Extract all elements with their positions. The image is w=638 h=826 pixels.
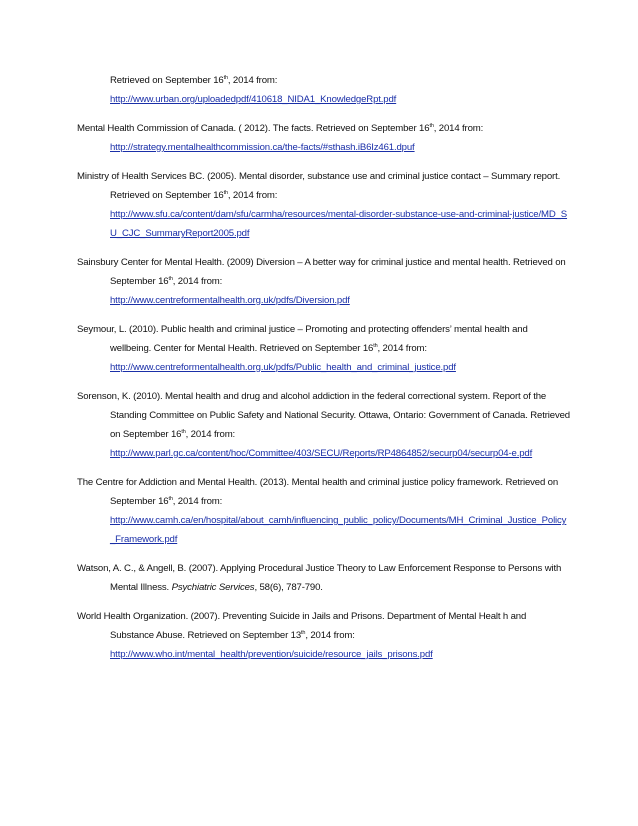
reference-link[interactable]: http://strategy.mentalhealthcommission.ca/the-facts/#sthash.iB6Iz461.dpuf bbox=[110, 142, 415, 153]
reference-text: World Health Organization. (2007). Preventing Suicide in Jails and Prisons. Department of Mental Healt h and Substance Abuse. Retrieved on September 13 bbox=[77, 611, 527, 641]
reference-link[interactable]: http://www.centreformentalhealth.org.uk/pdfs/Diversion.pdf bbox=[110, 295, 350, 306]
reference-text: , 2014 from: bbox=[305, 630, 355, 641]
reference-entry bbox=[77, 320, 571, 377]
ordinal-suffix: th bbox=[223, 75, 228, 81]
reference-text: Ministry of Health Services BC. (2005). Mental disorder, substance use and criminal justice contact – Summary report. Retrieved on September 16 bbox=[77, 171, 561, 201]
reference-entry bbox=[77, 167, 571, 243]
ordinal-suffix: th bbox=[301, 630, 306, 636]
reference-text: , 2014 from: bbox=[185, 429, 236, 440]
ordinal-suffix: th bbox=[181, 429, 186, 435]
reference-list bbox=[77, 71, 571, 674]
reference-text: , 2014 from: bbox=[227, 75, 278, 86]
ordinal-suffix: th bbox=[168, 496, 173, 502]
reference-text: , 2014 from: bbox=[172, 276, 223, 287]
reference-entry bbox=[77, 387, 571, 463]
reference-link[interactable]: http://www.urban.org/uploadedpdf/410618_NIDA1_KnowledgeRpt.pdf bbox=[110, 94, 397, 105]
ordinal-suffix: th bbox=[168, 276, 173, 282]
reference-text: Sorenson, K. (2010). Mental health and drug and alcohol addiction in the federal correctional system. Report of the Standing Committee on Public Safety and National Security. Ottawa, Ontario: Government of Canada. Retrieved on September 16 bbox=[77, 391, 570, 440]
reference-entry bbox=[77, 119, 571, 157]
reference-link[interactable]: http://www.who.int/mental_health/prevention/suicide/resource_jails_prisons.pdf bbox=[110, 649, 433, 660]
ordinal-suffix: th bbox=[223, 190, 228, 196]
reference-link[interactable]: http://www.parl.gc.ca/content/hoc/Committee/403/SECU/Reports/RP4864852/securp04/securp04-e.pdf bbox=[110, 448, 533, 459]
reference-text: , 2014 from: bbox=[377, 343, 427, 354]
reference-link[interactable]: http://www.sfu.ca/content/dam/sfu/carmha/resources/mental-disorder-substance-use-and-criminal-justice/MD_SU_CJC_SummaryReport2005.pdf bbox=[110, 209, 568, 239]
reference-entry bbox=[77, 473, 571, 549]
reference-text: , 2014 from: bbox=[172, 496, 223, 507]
reference-link[interactable]: http://www.camh.ca/en/hospital/about_camh/influencing_public_policy/Documents/MH_Criminal_Justice_Policy_Framework.pdf bbox=[110, 515, 567, 545]
reference-text: , 2014 from: bbox=[227, 190, 278, 201]
reference-entry bbox=[77, 607, 571, 664]
reference-entry bbox=[77, 253, 571, 310]
reference-text: , 58(6), 787-790. bbox=[254, 582, 323, 593]
reference-text: Seymour, L. (2010). Public health and criminal justice – Promoting and protecting offenders’ mental health and wellbeing. Center for Mental Health. Retrieved on September 16 bbox=[77, 324, 528, 354]
reference-text: The Centre for Addiction and Mental Health. (2013). Mental health and criminal justice policy framework. Retrieved on September 16 bbox=[77, 477, 559, 507]
reference-text: Retrieved on September 16 bbox=[110, 75, 224, 86]
reference-text: Sainsbury Center for Mental Health. (2009) Diversion – A better way for criminal justice and mental health. Retrieved on September 16 bbox=[77, 257, 566, 287]
reference-text: Watson, A. C., & Angell, B. (2007). Applying Procedural Justice Theory to Law Enforcement Response to Persons with Mental Illness. bbox=[77, 563, 562, 593]
reference-link[interactable]: http://www.centreformentalhealth.org.uk/pdfs/Public_health_and_criminal_justice.pdf bbox=[110, 362, 456, 373]
ordinal-suffix: th bbox=[373, 343, 378, 349]
reference-entry bbox=[77, 559, 571, 597]
reference-text: Mental Health Commission of Canada. ( 2012). The facts. Retrieved on September 16 bbox=[77, 123, 430, 134]
journal-title: Psychiatric Services bbox=[171, 582, 255, 593]
reference-text: , 2014 from: bbox=[433, 123, 484, 134]
reference-entry bbox=[77, 71, 571, 109]
ordinal-suffix: th bbox=[429, 123, 434, 129]
